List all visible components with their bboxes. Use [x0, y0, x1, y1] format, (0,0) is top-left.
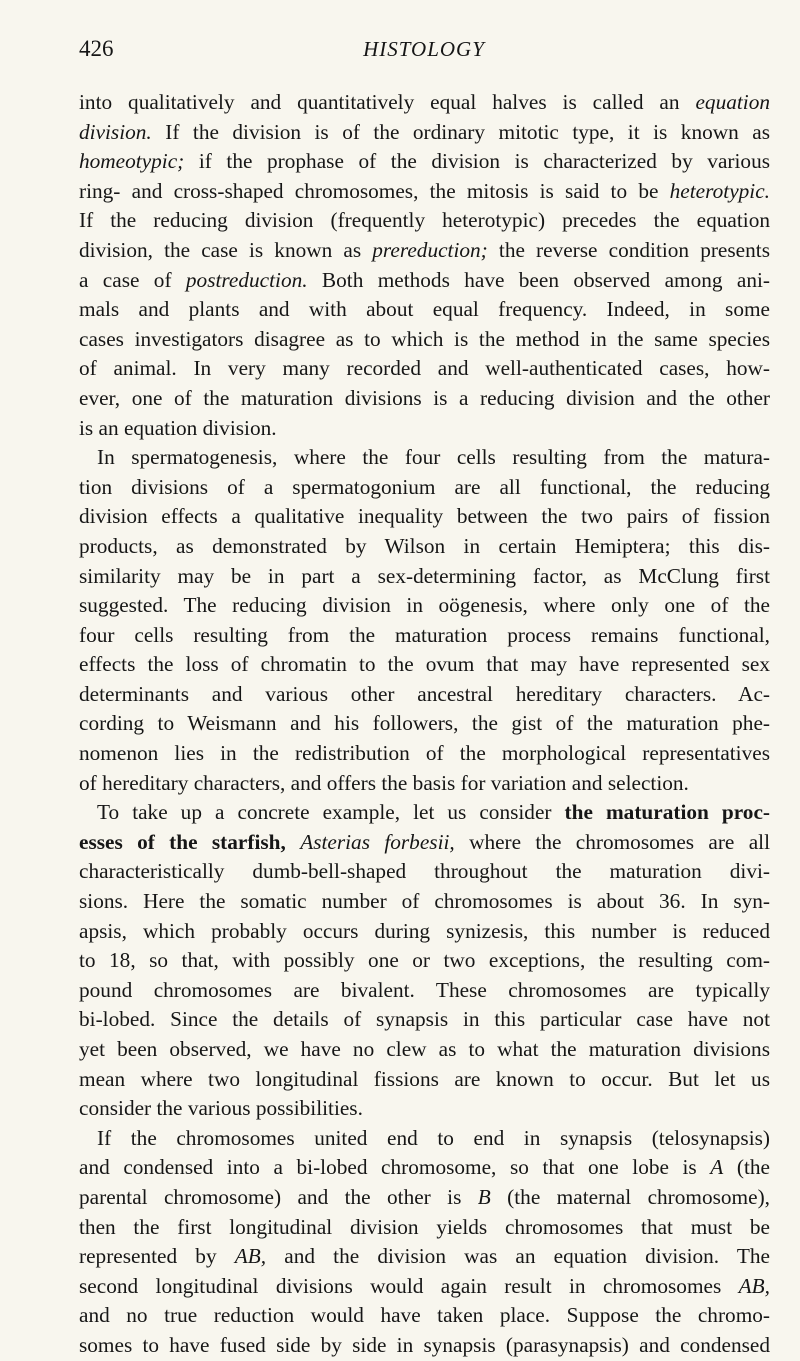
italic-text: homeotypic; — [79, 149, 185, 174]
text-line — [79, 709, 770, 739]
text-line — [79, 88, 770, 118]
italic-text: Asterias forbesii, — [300, 829, 455, 854]
text-line — [79, 887, 770, 917]
text-segment: then the first longitudinal division yields chromosomes that must be — [79, 1214, 770, 1239]
text-line — [79, 1153, 770, 1183]
text-line — [79, 621, 770, 651]
text-line — [79, 1035, 770, 1065]
italic-text: A — [710, 1155, 724, 1180]
text-segment: ever, one of the maturation divisions is a reducing division and the other — [79, 385, 770, 410]
text-line — [79, 798, 770, 828]
text-line — [79, 857, 770, 887]
text-line — [79, 562, 770, 592]
text-line — [79, 236, 770, 266]
text-line — [79, 354, 770, 384]
text-segment: (the maternal chromosome), — [490, 1184, 770, 1209]
text-segment: products, as demonstrated by Wilson in certain Hemiptera; this dis- — [79, 533, 770, 558]
body-text — [79, 88, 770, 1361]
text-line — [79, 1272, 770, 1302]
text-line — [79, 1242, 770, 1272]
italic-text: AB, — [234, 1244, 267, 1269]
text-segment: effects the loss of chromatin to the ovum that may have represented sex — [79, 652, 770, 677]
text-line — [79, 206, 770, 236]
text-line — [79, 1124, 770, 1154]
text-line — [79, 1005, 770, 1035]
text-line — [79, 443, 770, 473]
bold-text: the maturation proc- — [564, 800, 770, 825]
text-line — [79, 118, 770, 148]
text-line — [79, 1065, 770, 1095]
text-segment: of hereditary characters, and offers the basis for variation and selection. — [79, 770, 689, 795]
text-line — [79, 680, 770, 710]
text-line — [79, 1094, 770, 1124]
text-segment: apsis, which probably occurs during synizesis, this number is reduced — [79, 918, 770, 943]
text-segment: of animal. In very many recorded and well-authenticated cases, how- — [79, 356, 770, 381]
text-line — [79, 828, 770, 858]
text-line — [79, 384, 770, 414]
text-segment: is an equation division. — [79, 415, 277, 440]
text-segment: similarity may be in part a sex-determining factor, as McClung first — [79, 563, 770, 588]
text-segment: a case of — [79, 267, 186, 292]
page-header — [79, 34, 769, 68]
text-segment: division, the case is known as — [79, 237, 373, 262]
text-segment: parental chromosome) and the other is — [79, 1184, 478, 1209]
text-segment: determinants and various other ancestral hereditary characters. Ac- — [79, 681, 770, 706]
text-segment: cases investigators disagree as to which is the method in the same species — [79, 326, 770, 351]
text-segment: second longitudinal divisions would again result in chromosomes — [79, 1273, 739, 1298]
italic-text: prereduction; — [372, 237, 488, 262]
text-segment: bi-lobed. Since the details of synapsis in this particular case have not — [79, 1007, 770, 1032]
text-segment: cording to Weismann and his followers, the gist of the maturation phe- — [79, 711, 770, 736]
text-segment: if the prophase of the division is characterized by various — [184, 149, 770, 174]
text-line — [79, 177, 770, 207]
text-segment: where the chromosomes are all — [454, 829, 771, 854]
text-line — [79, 769, 770, 799]
text-line — [79, 473, 770, 503]
italic-text: AB, — [738, 1273, 770, 1298]
text-segment — [286, 830, 300, 854]
italic-text: B — [477, 1184, 491, 1209]
text-line — [79, 1331, 770, 1361]
text-segment: suggested. The reducing division in oögenesis, where only one of the — [79, 593, 770, 618]
text-segment: yet been observed, we have no clew as to what the maturation divisions — [79, 1037, 770, 1061]
text-segment: ring- and cross-shaped chromosomes, the mitosis is said to be — [79, 178, 670, 203]
text-line — [79, 147, 770, 177]
text-line — [79, 946, 770, 976]
text-segment: (the — [723, 1155, 770, 1180]
italic-text: heterotypic. — [669, 178, 770, 203]
text-segment: To take up a concrete example, let us consider — [97, 800, 565, 825]
text-segment: to 18, so that, with possibly one or two exceptions, the resulting com- — [79, 948, 770, 973]
page-number: 426 — [79, 36, 114, 61]
text-segment: mean where two longitudinal fissions are known to occur. But let us — [79, 1066, 770, 1091]
text-segment: tion divisions of a spermatogonium are all functional, the reducing — [79, 474, 770, 499]
italic-text: postreduction. — [185, 267, 308, 292]
text-segment: If the chromosomes united end to end in synapsis (telosynapsis) — [97, 1125, 770, 1150]
text-line — [79, 917, 770, 947]
text-line — [79, 1213, 770, 1243]
text-segment: If the division is of the ordinary mitotic type, it is known as — [151, 119, 770, 144]
text-segment: somes to have fused side by side in synapsis (parasynapsis) and condensed — [79, 1332, 770, 1357]
text-segment: sions. Here the somatic number of chromosomes is about 36. In syn- — [79, 889, 770, 914]
text-segment: represented by — [79, 1244, 235, 1269]
text-line — [79, 739, 770, 769]
text-line — [79, 1301, 770, 1331]
text-segment: consider the various possibilities. — [79, 1096, 363, 1121]
text-line — [79, 266, 770, 296]
text-line — [79, 976, 770, 1006]
text-line — [79, 532, 770, 562]
text-line — [79, 295, 770, 325]
text-segment: and no true reduction would have taken place. Suppose the chromo- — [79, 1303, 770, 1328]
text-segment: the reverse condition presents — [487, 237, 770, 262]
text-segment: nomenon lies in the redistribution of the morphological representatives — [79, 741, 770, 766]
text-segment: characteristically dumb-bell-shaped throughout the maturation divi- — [79, 859, 770, 884]
italic-text: equation — [695, 90, 770, 114]
text-segment: Both methods have been observed among ani- — [307, 267, 770, 292]
text-segment: and the division was an equation division. The — [266, 1244, 771, 1269]
text-segment: division effects a qualitative inequality between the two pairs of fission — [79, 504, 770, 529]
text-line — [79, 502, 770, 532]
text-segment: and condensed into a bi-lobed chromosome, so that one lobe is — [79, 1155, 711, 1180]
text-segment: If the reducing division (frequently heterotypic) precedes the equation — [79, 208, 770, 233]
text-line — [79, 1183, 770, 1213]
text-line — [79, 591, 770, 621]
text-segment: pound chromosomes are bivalent. These chromosomes are typically — [79, 977, 770, 1002]
text-line — [79, 650, 770, 680]
text-line — [79, 414, 770, 444]
bold-text: esses of the starfish, — [79, 829, 286, 854]
italic-text: division. — [79, 119, 152, 144]
text-segment: into qualitatively and quantitatively equal halves is called an — [79, 90, 696, 114]
text-segment: four cells resulting from the maturation process remains functional, — [79, 622, 770, 647]
text-line — [79, 325, 770, 355]
text-segment: In spermatogenesis, where the four cells resulting from the matura- — [97, 445, 770, 470]
running-head: HISTOLOGY — [363, 37, 485, 61]
text-segment: mals and plants and with about equal frequency. Indeed, in some — [79, 297, 770, 322]
